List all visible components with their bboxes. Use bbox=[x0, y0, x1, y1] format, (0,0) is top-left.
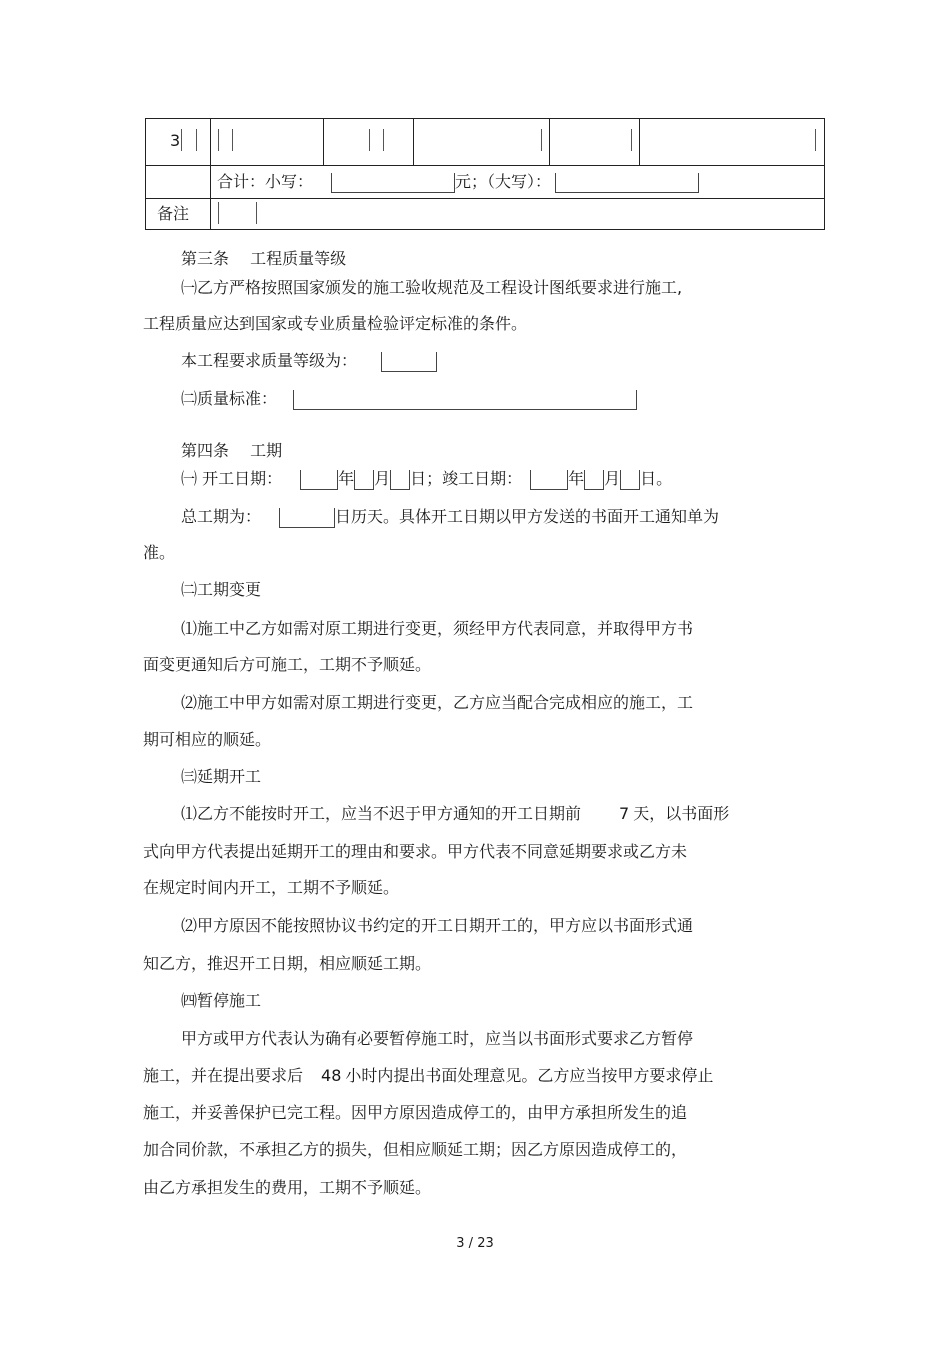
table-row-number: 3 bbox=[170, 131, 181, 150]
field-marker bbox=[383, 129, 384, 151]
paragraph-line: ⑵施工中甲方如需对原工期进行变更，乙方应当配合完成相应的施工，工 bbox=[181, 693, 694, 712]
year-label: 年 bbox=[568, 469, 585, 488]
start-day-blank[interactable] bbox=[390, 470, 410, 490]
end-month-blank[interactable] bbox=[584, 470, 604, 490]
table-col-divider bbox=[639, 119, 640, 165]
field-marker bbox=[256, 202, 257, 224]
total-duration-rest: 日历天。具体开工日期以甲方发送的书面开工通知单为 bbox=[335, 507, 720, 526]
paragraph-line: 准。 bbox=[143, 543, 176, 562]
text-fragment: ⑴乙方不能按时开工，应当不迟于甲方通知的开工日期前 bbox=[181, 804, 582, 823]
paragraph-line: 式向甲方代表提出延期开工的理由和要求。甲方代表不同意延期要求或乙方未 bbox=[143, 842, 688, 861]
paragraph-line: 知乙方，推迟开工日期，相应顺延工期。 bbox=[143, 954, 432, 973]
field-marker bbox=[232, 129, 233, 151]
table-row-divider bbox=[146, 198, 824, 199]
table-total-row bbox=[217, 172, 699, 193]
paragraph-line: 面变更通知后方可施工，工期不予顺延。 bbox=[143, 655, 432, 674]
quality-standard-blank[interactable] bbox=[293, 390, 637, 410]
field-marker bbox=[218, 202, 219, 224]
quality-grade-blank[interactable] bbox=[381, 352, 437, 372]
field-marker bbox=[369, 129, 370, 151]
total-duration-line bbox=[181, 507, 719, 528]
start-date-line bbox=[181, 469, 672, 490]
paragraph-line: ㈠乙方严格按照国家颁发的施工验收规范及工程设计图纸要求进行施工, bbox=[181, 278, 683, 297]
days-value: 7 bbox=[619, 804, 630, 823]
day-completion-label: 日；竣工日期： bbox=[410, 469, 523, 488]
page-number bbox=[0, 1236, 950, 1252]
paragraph-line: ⑵甲方原因不能按照协议书约定的开工日期开工的，甲方应以书面形式通 bbox=[181, 916, 694, 935]
field-marker bbox=[541, 129, 542, 151]
delayed-start-heading: ㈢延期开工 bbox=[181, 767, 262, 786]
field-marker bbox=[218, 129, 219, 151]
work-suspension-heading: ㈣暂停施工 bbox=[181, 991, 262, 1010]
paragraph-line: 期可相应的顺延。 bbox=[143, 730, 272, 749]
total-label: 合计：小写： bbox=[217, 172, 314, 191]
total-duration-label: 总工期为： bbox=[181, 507, 262, 526]
paragraph-line bbox=[143, 1066, 713, 1086]
start-month-blank[interactable] bbox=[354, 470, 374, 490]
total-duration-blank[interactable] bbox=[279, 508, 335, 528]
year-label: 年 bbox=[338, 469, 355, 488]
hours-value: 48 bbox=[321, 1066, 342, 1085]
schedule-change-heading: ㈡工期变更 bbox=[181, 580, 262, 599]
paragraph-line: 工程质量应达到国家或专业质量检验评定标准的条件。 bbox=[143, 314, 528, 333]
field-marker bbox=[196, 129, 197, 151]
month-label: 月 bbox=[604, 469, 621, 488]
field-marker bbox=[631, 129, 632, 151]
quality-standard-label: ㈡质量标准： bbox=[181, 389, 278, 408]
table-row-divider bbox=[146, 165, 824, 166]
paragraph-line: 由乙方承担发生的费用，工期不予顺延。 bbox=[143, 1178, 432, 1197]
total-mid-label: 元；（大写）： bbox=[455, 172, 552, 191]
field-marker bbox=[181, 129, 182, 151]
table-col-divider bbox=[549, 119, 550, 165]
end-day-blank[interactable] bbox=[620, 470, 640, 490]
paragraph-line: ⑴施工中乙方如需对原工期进行变更，须经甲方代表同意，并取得甲方书 bbox=[181, 619, 694, 638]
text-fragment: 施工，并在提出要求后 bbox=[143, 1066, 304, 1085]
remark-label: 备注 bbox=[157, 204, 190, 223]
day-label: 日。 bbox=[640, 469, 673, 488]
paragraph-line: 施工，并妥善保护已完工程。因甲方原因造成停工的，由甲方承担所发生的追 bbox=[143, 1103, 688, 1122]
end-year-blank[interactable] bbox=[530, 470, 568, 490]
start-year-blank[interactable] bbox=[300, 470, 338, 490]
amount-lower-blank[interactable] bbox=[331, 173, 455, 193]
total-pages: 23 bbox=[477, 1236, 494, 1251]
quality-grade-line bbox=[181, 351, 437, 372]
table-col-divider bbox=[323, 119, 324, 165]
paragraph-line: 在规定时间内开工，工期不予顺延。 bbox=[143, 878, 400, 897]
paragraph-line bbox=[181, 804, 729, 824]
text-fragment: 天，以书面形 bbox=[633, 804, 730, 823]
table-col-divider bbox=[413, 119, 414, 165]
table-col-divider bbox=[210, 119, 211, 229]
paragraph-line: 甲方或甲方代表认为确有必要暂停施工时，应当以书面形式要求乙方暂停 bbox=[181, 1029, 694, 1048]
quality-standard-line bbox=[181, 389, 637, 410]
quality-grade-label: 本工程要求质量等级为： bbox=[181, 351, 358, 370]
article4-heading: 第四条 工期 bbox=[181, 441, 283, 460]
field-marker bbox=[815, 129, 816, 151]
month-label: 月 bbox=[374, 469, 391, 488]
start-date-label: ㈠ 开工日期： bbox=[181, 469, 283, 488]
article3-heading: 第三条 工程质量等级 bbox=[181, 249, 347, 268]
text-fragment: 小时内提出书面处理意见。乙方应当按甲方要求停止 bbox=[345, 1066, 714, 1085]
amount-upper-blank[interactable] bbox=[555, 173, 699, 193]
current-page: 3 bbox=[456, 1236, 465, 1251]
paragraph-line: 加合同价款，不承担乙方的损失，但相应顺延工期；因乙方原因造成停工的， bbox=[143, 1140, 688, 1159]
page-separator: / bbox=[468, 1236, 474, 1251]
